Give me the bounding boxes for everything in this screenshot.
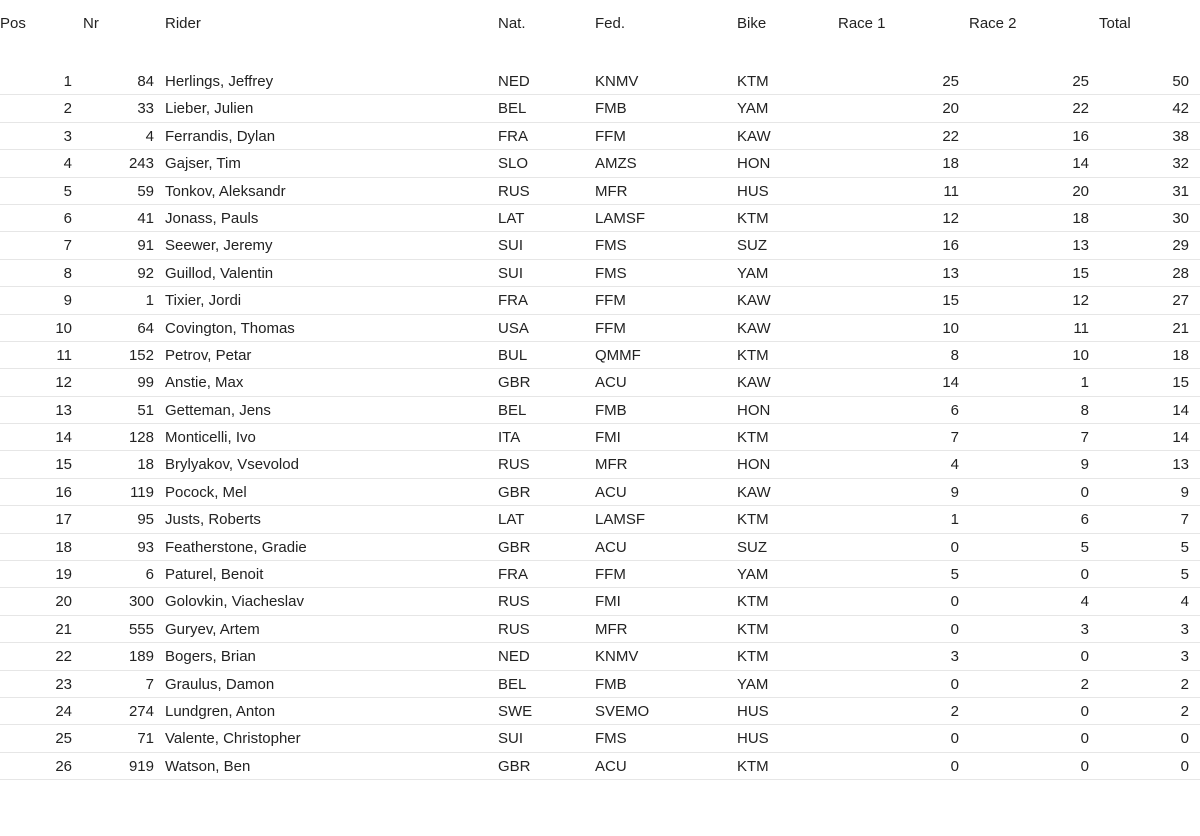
cell-race1: 16 [942,237,959,255]
header-race2: Race 2 [969,15,1017,32]
cell-bike: SUZ [737,538,767,556]
cell-rider: Valente, Christopher [165,730,301,748]
cell-nat: GBR [498,757,531,775]
table-row [0,479,1200,506]
cell-fed: MFR [595,620,628,638]
cell-nat: BEL [498,100,527,118]
header-rider: Rider [165,15,201,32]
cell-race1: 2 [950,702,959,720]
cell-nr: 119 [130,483,154,501]
cell-fed: FMB [595,401,627,419]
cell-total: 3 [1180,620,1189,638]
cell-bike: KTM [737,511,769,529]
cell-race1: 10 [942,319,959,337]
cell-race1: 0 [950,538,959,556]
cell-rider: Brylyakov, Vsevolod [165,456,299,474]
cell-nr: 59 [137,182,154,200]
cell-nr: 4 [145,127,154,145]
cell-rider: Graulus, Damon [165,675,275,693]
cell-race1: 15 [942,292,959,310]
cell-nat: LAT [498,209,525,227]
cell-total: 14 [1172,401,1189,419]
cell-fed: MFR [595,182,628,200]
cell-rider: Tonkov, Aleksandr [165,182,286,200]
cell-rider: Petrov, Petar [165,346,252,364]
table-row [0,397,1200,424]
cell-nat: BEL [498,675,527,693]
cell-bike: SUZ [737,237,767,255]
cell-race2: 16 [1072,127,1089,145]
cell-rider: Monticelli, Ivo [165,429,256,447]
cell-pos: 9 [63,292,72,310]
table-row [0,123,1200,150]
cell-race1: 14 [942,374,959,392]
table-row [0,232,1200,259]
cell-nr: 95 [137,511,154,529]
cell-race2: 0 [1080,648,1089,666]
cell-rider: Bogers, Brian [165,648,256,666]
cell-nr: 51 [137,401,154,419]
cell-nat: SLO [498,155,529,173]
cell-bike: KTM [737,73,769,90]
table-row [0,315,1200,342]
cell-bike: HUS [737,182,769,200]
cell-race1: 5 [950,566,959,584]
cell-total: 38 [1172,127,1189,145]
cell-bike: YAM [737,566,769,584]
cell-fed: ACU [595,538,627,556]
cell-pos: 25 [55,730,72,748]
cell-race2: 1 [1080,374,1089,392]
cell-race2: 0 [1080,730,1089,748]
cell-total: 28 [1172,264,1189,282]
cell-rider: Seewer, Jeremy [165,237,273,255]
cell-bike: HON [737,401,771,419]
cell-race1: 6 [950,401,959,419]
cell-nr: 300 [128,593,154,611]
cell-pos: 17 [55,511,72,529]
cell-pos: 22 [55,648,72,666]
cell-nr: 189 [128,648,154,666]
cell-total: 2 [1180,675,1189,693]
cell-total: 0 [1180,757,1189,775]
cell-nat: USA [498,319,529,337]
header-fed: Fed. [595,15,626,32]
cell-nr: 84 [137,73,154,90]
table-row [0,342,1200,369]
cell-race2: 22 [1072,100,1089,118]
cell-nat: LAT [498,511,525,529]
cell-total: 15 [1172,374,1189,392]
header-bike: Bike [737,15,767,32]
cell-total: 42 [1172,100,1189,118]
cell-race2: 6 [1080,511,1089,529]
table-row [0,671,1200,698]
header-race1: Race 1 [838,15,886,32]
cell-total: 29 [1172,237,1189,255]
cell-pos: 26 [55,757,72,775]
cell-total: 5 [1180,566,1189,584]
cell-total: 2 [1180,702,1189,720]
cell-nr: 919 [128,757,154,775]
cell-nat: ITA [498,429,521,447]
cell-fed: ACU [595,374,627,392]
table-header [0,0,1200,68]
cell-fed: QMMF [595,346,641,364]
cell-race1: 25 [942,73,959,90]
cell-total: 3 [1180,648,1189,666]
cell-race2: 25 [1072,73,1089,90]
cell-race2: 14 [1072,155,1089,173]
cell-fed: FMS [595,264,627,282]
cell-pos: 2 [63,100,72,118]
cell-race1: 3 [950,648,959,666]
cell-pos: 7 [63,237,72,255]
cell-total: 13 [1172,456,1189,474]
cell-bike: KTM [737,346,769,364]
cell-race1: 11 [943,182,959,200]
cell-nr: 92 [137,264,154,282]
cell-nat: RUS [498,456,530,474]
cell-pos: 4 [63,155,72,173]
cell-pos: 12 [55,374,72,392]
cell-bike: KTM [737,648,769,666]
cell-rider: Lundgren, Anton [165,702,276,720]
cell-nr: 91 [137,237,154,255]
cell-pos: 18 [55,538,72,556]
cell-pos: 19 [55,566,72,584]
cell-total: 30 [1172,209,1189,227]
cell-race2: 0 [1080,757,1089,775]
table-row [0,588,1200,615]
cell-nat: GBR [498,538,531,556]
cell-bike: KAW [737,292,771,310]
cell-nat: RUS [498,620,530,638]
cell-fed: FMI [595,593,621,611]
cell-pos: 3 [63,127,72,145]
header-nat: Nat. [498,15,526,32]
cell-rider: Covington, Thomas [165,319,295,337]
cell-pos: 15 [55,456,72,474]
cell-nr: 555 [128,620,154,638]
header-pos: Pos [0,15,26,32]
cell-nat: FRA [498,292,528,310]
cell-fed: KNMV [595,648,639,666]
cell-pos: 16 [55,483,72,501]
cell-race2: 4 [1080,593,1089,611]
cell-rider: Paturel, Benoit [165,566,264,584]
cell-race2: 11 [1073,319,1089,337]
cell-rider: Gajser, Tim [165,155,241,173]
table-body [0,68,1200,780]
cell-race2: 8 [1080,401,1089,419]
cell-race1: 0 [950,675,959,693]
cell-fed: FMI [595,429,621,447]
cell-nat: SWE [498,702,533,720]
cell-nat: SUI [498,237,524,255]
cell-nat: NED [498,648,530,666]
cell-bike: YAM [737,100,769,118]
cell-pos: 14 [55,429,72,447]
cell-rider: Watson, Ben [165,757,251,775]
cell-total: 27 [1172,292,1189,310]
cell-nr: 243 [128,155,154,173]
cell-race2: 18 [1072,209,1089,227]
header-total: Total [1099,15,1131,32]
cell-nat: FRA [498,127,528,145]
cell-rider: Anstie, Max [165,374,244,392]
cell-race1: 0 [950,620,959,638]
cell-total: 32 [1172,155,1189,173]
cell-bike: KTM [737,593,769,611]
cell-fed: FFM [595,566,626,584]
cell-race2: 10 [1072,346,1089,364]
cell-nr: 18 [137,456,154,474]
cell-race2: 2 [1080,675,1089,693]
table-row [0,616,1200,643]
cell-nr: 152 [128,346,154,364]
cell-bike: HUS [737,702,769,720]
cell-rider: Featherstone, Gradie [165,538,307,556]
cell-pos: 21 [55,620,72,638]
cell-race2: 15 [1072,264,1089,282]
cell-pos: 13 [55,401,72,419]
cell-rider: Herlings, Jeffrey [165,73,274,90]
cell-rider: Pocock, Mel [165,483,247,501]
cell-nr: 71 [137,730,154,748]
cell-nat: RUS [498,593,530,611]
cell-race1: 0 [950,593,959,611]
cell-total: 21 [1172,319,1189,337]
cell-nat: RUS [498,182,530,200]
table-row [0,725,1200,752]
cell-fed: FFM [595,319,626,337]
cell-nat: BEL [498,401,527,419]
cell-rider: Golovkin, Viacheslav [165,593,304,611]
cell-rider: Lieber, Julien [165,100,254,118]
cell-race2: 9 [1080,456,1089,474]
cell-nr: 64 [137,319,154,337]
table-row [0,95,1200,122]
cell-pos: 23 [55,675,72,693]
cell-total: 7 [1180,511,1189,529]
cell-bike: KTM [737,429,769,447]
cell-nr: 6 [145,566,154,584]
cell-pos: 5 [63,182,72,200]
cell-nr: 33 [137,100,154,118]
cell-bike: KAW [737,127,771,145]
table-row [0,205,1200,232]
cell-race2: 20 [1072,182,1089,200]
cell-pos: 24 [55,702,72,720]
cell-bike: HUS [737,730,769,748]
cell-race2: 7 [1080,429,1089,447]
cell-bike: YAM [737,264,769,282]
cell-bike: KAW [737,374,771,392]
cell-race1: 7 [950,429,959,447]
cell-pos: 20 [55,593,72,611]
cell-pos: 1 [63,73,72,90]
cell-fed: KNMV [595,73,639,90]
cell-fed: ACU [595,757,627,775]
cell-race1: 20 [942,100,959,118]
cell-bike: KTM [737,620,769,638]
cell-pos: 6 [63,209,72,227]
cell-race2: 0 [1080,483,1089,501]
cell-fed: AMZS [595,155,637,173]
cell-pos: 11 [56,346,72,364]
cell-total: 9 [1180,483,1189,501]
cell-nat: NED [498,73,530,90]
cell-rider: Guryev, Artem [165,620,260,638]
table-row [0,150,1200,177]
cell-race2: 3 [1080,620,1089,638]
cell-nr: 41 [137,209,154,227]
cell-bike: KAW [737,483,771,501]
table-row [0,68,1200,95]
cell-nr: 93 [137,538,154,556]
cell-rider: Jonass, Pauls [165,209,259,227]
table-row [0,753,1200,780]
cell-fed: ACU [595,483,627,501]
cell-rider: Tixier, Jordi [165,292,242,310]
cell-fed: FFM [595,127,626,145]
cell-race1: 4 [950,456,959,474]
cell-nat: GBR [498,374,531,392]
cell-nr: 99 [137,374,154,392]
cell-bike: YAM [737,675,769,693]
table-row [0,451,1200,478]
cell-total: 18 [1172,346,1189,364]
table-row [0,369,1200,396]
cell-nat: SUI [498,264,524,282]
cell-bike: KAW [737,319,771,337]
cell-race1: 12 [942,209,959,227]
cell-nat: BUL [498,346,528,364]
cell-fed: FMS [595,237,627,255]
cell-nat: FRA [498,566,528,584]
cell-nr: 128 [128,429,154,447]
cell-race2: 12 [1072,292,1089,310]
cell-fed: FMB [595,675,627,693]
cell-bike: KTM [737,757,769,775]
cell-race1: 0 [950,730,959,748]
cell-bike: HON [737,456,771,474]
cell-pos: 10 [55,319,72,337]
table-row [0,561,1200,588]
cell-race1: 18 [942,155,959,173]
cell-nr: 274 [128,702,154,720]
table-row [0,698,1200,725]
cell-rider: Getteman, Jens [165,401,271,419]
cell-fed: LAMSF [595,511,646,529]
cell-race1: 13 [942,264,959,282]
table-row [0,643,1200,670]
cell-race2: 0 [1080,566,1089,584]
cell-bike: HON [737,155,771,173]
cell-race1: 0 [950,757,959,775]
cell-total: 5 [1180,538,1189,556]
table-row [0,534,1200,561]
cell-race1: 22 [942,127,959,145]
table-row [0,424,1200,451]
cell-nat: GBR [498,483,531,501]
table-row [0,506,1200,533]
cell-rider: Guillod, Valentin [165,264,274,282]
cell-rider: Justs, Roberts [165,511,261,529]
cell-nat: SUI [498,730,524,748]
cell-total: 4 [1180,593,1189,611]
cell-nr: 1 [145,292,154,310]
cell-fed: SVEMO [595,702,650,720]
cell-fed: MFR [595,456,628,474]
cell-race2: 5 [1080,538,1089,556]
cell-bike: KTM [737,209,769,227]
cell-total: 50 [1172,73,1189,90]
cell-race2: 13 [1072,237,1089,255]
cell-total: 31 [1172,182,1189,200]
cell-fed: FMS [595,730,627,748]
table-row [0,178,1200,205]
cell-pos: 8 [63,264,72,282]
cell-fed: LAMSF [595,209,646,227]
cell-fed: FMB [595,100,627,118]
cell-fed: FFM [595,292,626,310]
cell-nr: 7 [145,675,154,693]
table-row [0,260,1200,287]
cell-total: 14 [1172,429,1189,447]
cell-race2: 0 [1080,702,1089,720]
table-row [0,287,1200,314]
cell-rider: Ferrandis, Dylan [165,127,276,145]
header-nr: Nr [83,15,99,32]
cell-race1: 9 [950,483,959,501]
cell-race1: 8 [950,346,959,364]
cell-total: 0 [1180,730,1189,748]
cell-race1: 1 [950,511,959,529]
